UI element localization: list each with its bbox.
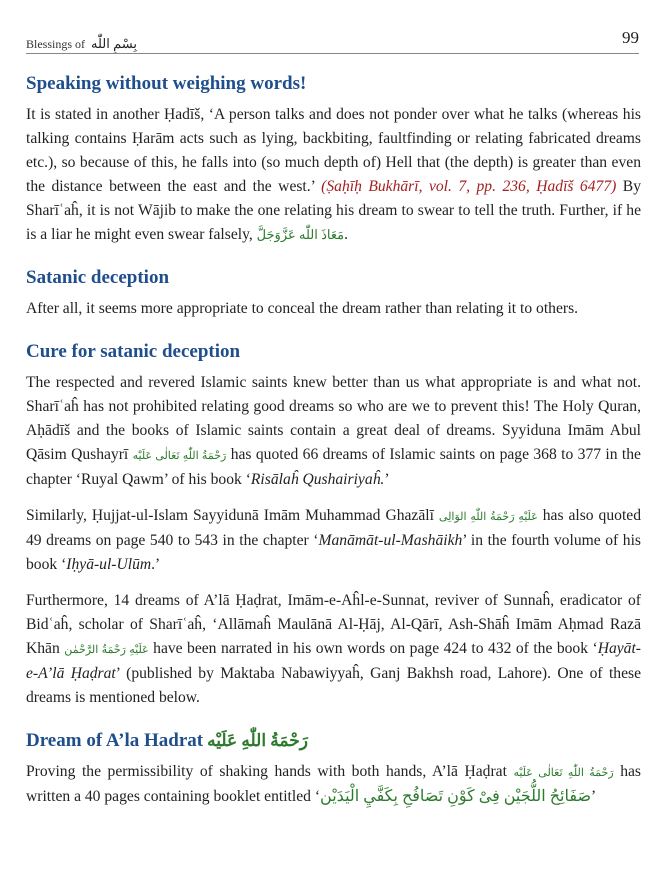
section-heading-text: Dream of A’la Hadrat: [26, 730, 204, 751]
paragraph-text: By Sharīʿaĥ, it is not Wājib to make the one relating his dream to swear to tell the truth. Further, if he is a liar he might even swear falsely,: [26, 178, 641, 243]
arabic-honorific: عَلَيْهِ رَحْمَةُ اللّٰهِ الوَالِى: [438, 511, 538, 523]
paragraph-text: has written a 40 pages containing booklet entitled ‘: [26, 763, 641, 805]
arabic-honorific: رَحْمَةُ اللّٰهِ تَعَالٰی عَلَيْه: [132, 450, 227, 462]
paragraph-text: It is stated in another Ḥadīš, ‘A person talks and does not ponder over what he talks (whereas his talking contains Ḥarām acts such as lying, backbiting, faultfinding or relating fabricated dreams etc.), so because of this, he falls into (so much depth of) Hell that (the depth) is greater than even the distance between the east and the west.’: [26, 106, 641, 195]
paragraph-text: ’ (published by Maktaba Nabawiyyaĥ, Ganj Bakhsh road, Lahore). One of these dreams is mentioned below.: [26, 665, 641, 706]
running-title: [26, 36, 137, 52]
paragraph: [26, 760, 641, 809]
paragraph-text: The respected and revered Islamic saints knew better than us what appropriate is and what not. Sharīʿaĥ has not prohibited relating good dreams so who are we to prevent this! The Holy Quran, Aḥādīš and the books of Islamic saints contain a great deal of dreams. Syyiduna Imām Abul Qāsim Qushayrī: [26, 374, 641, 463]
running-title-text: Blessings of: [26, 37, 86, 51]
paragraph: After all, it seems more appropriate to conceal the dream rather than relating it to others.: [26, 300, 579, 317]
paragraph-text: .: [344, 226, 348, 243]
running-title-arabic: بِسْمِ اللّٰه: [91, 36, 137, 51]
paragraph-text: has also quoted 49 dreams on page 540 to 543 in the chapter ‘: [26, 507, 642, 549]
arabic-honorific: رَحْمَةُ اللّٰهِ تَعَالٰی عَلَيْه: [513, 767, 614, 779]
section-heading: Cure for satanic deception: [26, 341, 241, 362]
book-title: Risālaĥ Qushairiyaĥ.: [250, 471, 385, 488]
book-title: Iḥyā-ul-Ulūm: [66, 556, 152, 573]
paragraph-text: ’ in the fourth volume of his book ‘: [26, 532, 641, 573]
section-satanic-deception: [26, 265, 641, 321]
paragraph-text: ’: [384, 471, 390, 488]
arabic-honorific: عَلَيْهِ رَحْمَةُ الرَّحْمٰن: [64, 644, 149, 656]
paragraph-text: Similarly, Ḥujjat-ul-Islam Sayyidunā Imām Muhammad Ghazālī: [26, 507, 439, 524]
paragraph-text: .’: [151, 556, 161, 573]
section-cure: [26, 339, 641, 710]
section-heading: Speaking without weighing words!: [26, 73, 307, 94]
heading-arabic-honorific: رَحْمَةُ اللّٰهِ عَلَيْه: [207, 731, 308, 750]
paragraph-text: has quoted 66 dreams of Islamic saints on page 368 to 377 in the chapter ‘Ruyal Qawm’ of his book ‘: [26, 446, 641, 488]
citation: (Ṣaḥīḥ Bukhārī, vol. 7, pp. 236, Ḥadīš 6477): [321, 178, 617, 195]
paragraph: [26, 103, 641, 247]
page-number: 99: [622, 28, 639, 47]
paragraph-text: have been narrated in his own words on page 424 to 432 of the book ‘: [148, 640, 598, 657]
section-heading: [26, 728, 641, 754]
book-title: Ḥayāt-e-A’lā Ḥaḍrat: [26, 640, 641, 682]
page-content: [26, 71, 641, 827]
paragraph-text: Furthermore, 14 dreams of A’lā Ḥaḍrat, Imām-e-Aĥl-e-Sunnat, reviver of Sunnaĥ, eradicator of Bidʿaĥ, scholar of Sharīʿaĥ, ‘Allāmaĥ Maulānā Al-Ḥāj, Al-Qārī, Ash-Shāĥ Imām Aḥmad Razā Khān: [26, 592, 641, 657]
chapter-title: Manāmāt-ul-Mashāikh: [318, 532, 463, 549]
paragraph-text: Proving the permissibility of shaking hands with both hands, A’lā Ḥaḍrat: [26, 763, 514, 780]
section-heading: Satanic deception: [26, 267, 170, 288]
arabic-book-title: صَفَائِحُ اللُّجَيْن فِىْ كَوْنِ تَصَافُحِ بِكَفَّيِ الْيَدَيْن: [320, 788, 592, 805]
paragraph: [26, 371, 641, 492]
header-rule: [26, 53, 639, 54]
paragraph: [26, 504, 641, 577]
page-header: [26, 28, 639, 54]
paragraph-text: ’: [591, 788, 597, 805]
section-speaking: [26, 71, 641, 247]
arabic-phrase: مَعَاذَ اللّٰه عَزَّوَجَلَّ: [256, 227, 345, 242]
paragraph: [26, 589, 641, 710]
section-dream: [26, 728, 641, 809]
